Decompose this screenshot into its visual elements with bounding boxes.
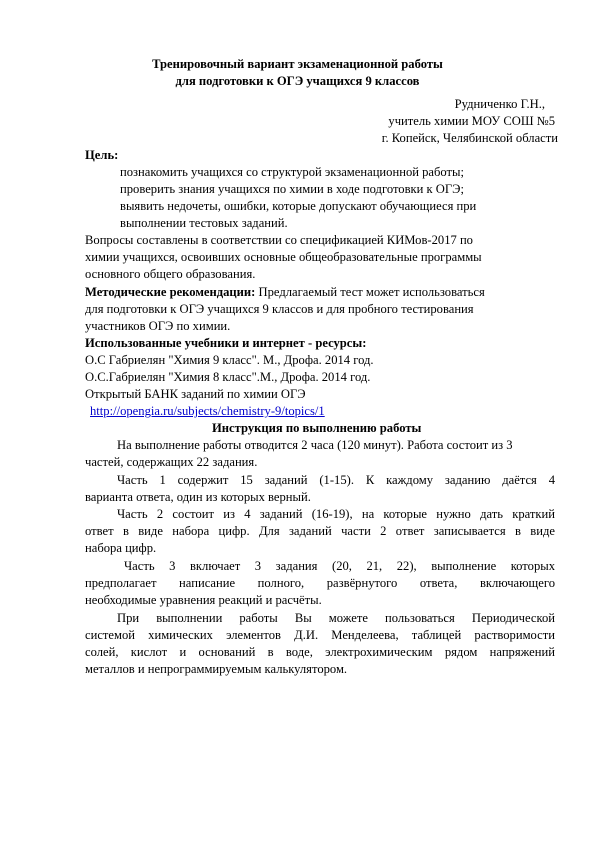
instruction-line: металлов и непрограммируемым калькулятором. (85, 662, 348, 676)
method-line-1 (85, 284, 485, 300)
method-line: участников ОГЭ по химии. (85, 319, 231, 333)
resource-item: Открытый БАНК заданий по химии ОГЭ (85, 387, 306, 401)
method-line: для подготовки к ОГЭ учащихся 9 классов и для пробного тестирования (85, 302, 474, 316)
spec-line: Вопросы составлены в соответствии со спецификацией КИМов-2017 по (85, 233, 473, 247)
instruction-line: частей, содержащих 22 задания. (85, 455, 258, 469)
instruction-line: На выполнение работы отводится 2 часа (120 минут). Работа состоит из 3 (117, 438, 513, 452)
resource-item: О.С Габриелян "Химия 9 класс". М., Дрофа. 2014 год. (85, 353, 374, 367)
resources-heading: Использованные учебники и интернет - ресурсы: (85, 336, 367, 350)
instruction-line: Часть 2 состоит из 4 заданий (16-19), на которые нужно дать краткий (117, 507, 555, 521)
instruction-line: При выполнении работы Вы можете пользоваться Периодической (117, 611, 555, 625)
title-line-2: для подготовки к ОГЭ учащихся 9 классов (175, 74, 420, 88)
resource-link[interactable]: http://opengia.ru/subjects/chemistry-9/topics/1 (90, 404, 325, 418)
instruction-line: варианта ответа, один из которых верный. (85, 490, 311, 504)
instruction-line: набора цифр. (85, 541, 157, 555)
goal-heading: Цель: (85, 148, 119, 162)
resource-item: О.С.Габриелян "Химия 8 класс".М., Дрофа. 2014 год. (85, 370, 371, 384)
instruction-heading: Инструкция по выполнению работы (212, 421, 422, 435)
goal-item: проверить знания учащихся по химии в ходе подготовки к ОГЭ; (120, 182, 464, 196)
instruction-line: необходимые уравнения реакций и расчёты. (85, 593, 322, 607)
goal-item: познакомить учащихся со структурой экзаменационной работы; (120, 165, 465, 179)
instruction-line: Часть 3 включает 3 задания (20, 21, 22), выполнение которых (124, 559, 555, 573)
instruction-line: Часть 1 содержит 15 заданий (1-15). К каждому заданию даётся 4 (117, 473, 555, 487)
goal-item: выявить недочеты, ошибки, которые допускают обучающиеся при (120, 199, 477, 213)
instruction-line: солей, кислот и оснований в воде, электрохимическим рядом напряжений (85, 645, 555, 659)
method-label: Методические рекомендации: (85, 285, 256, 299)
author-name: Рудниченко Г.Н., (454, 97, 545, 111)
instruction-line: системой химических элементов Д.И. Менделеева, таблицей растворимости (85, 628, 555, 642)
method-text: Предлагаемый тест может использоваться (255, 285, 485, 299)
instruction-line: ответ в виде набора цифр. Для заданий части 2 ответ записывается в виде (85, 524, 555, 538)
title-line-1: Тренировочный вариант экзаменационной работы (152, 57, 443, 71)
instruction-line: предполагает написание полного, развёрнутого ответа, включающего (85, 576, 555, 590)
author-position: учитель химии МОУ СОШ №5 (388, 114, 555, 128)
spec-line: химии учащихся, освоивших основные общеобразовательные программы (85, 250, 482, 264)
spec-line: основного общего образования. (85, 267, 256, 281)
goal-item: выполнении тестовых заданий. (120, 216, 288, 230)
author-place: г. Копейск, Челябинской области (381, 131, 558, 145)
